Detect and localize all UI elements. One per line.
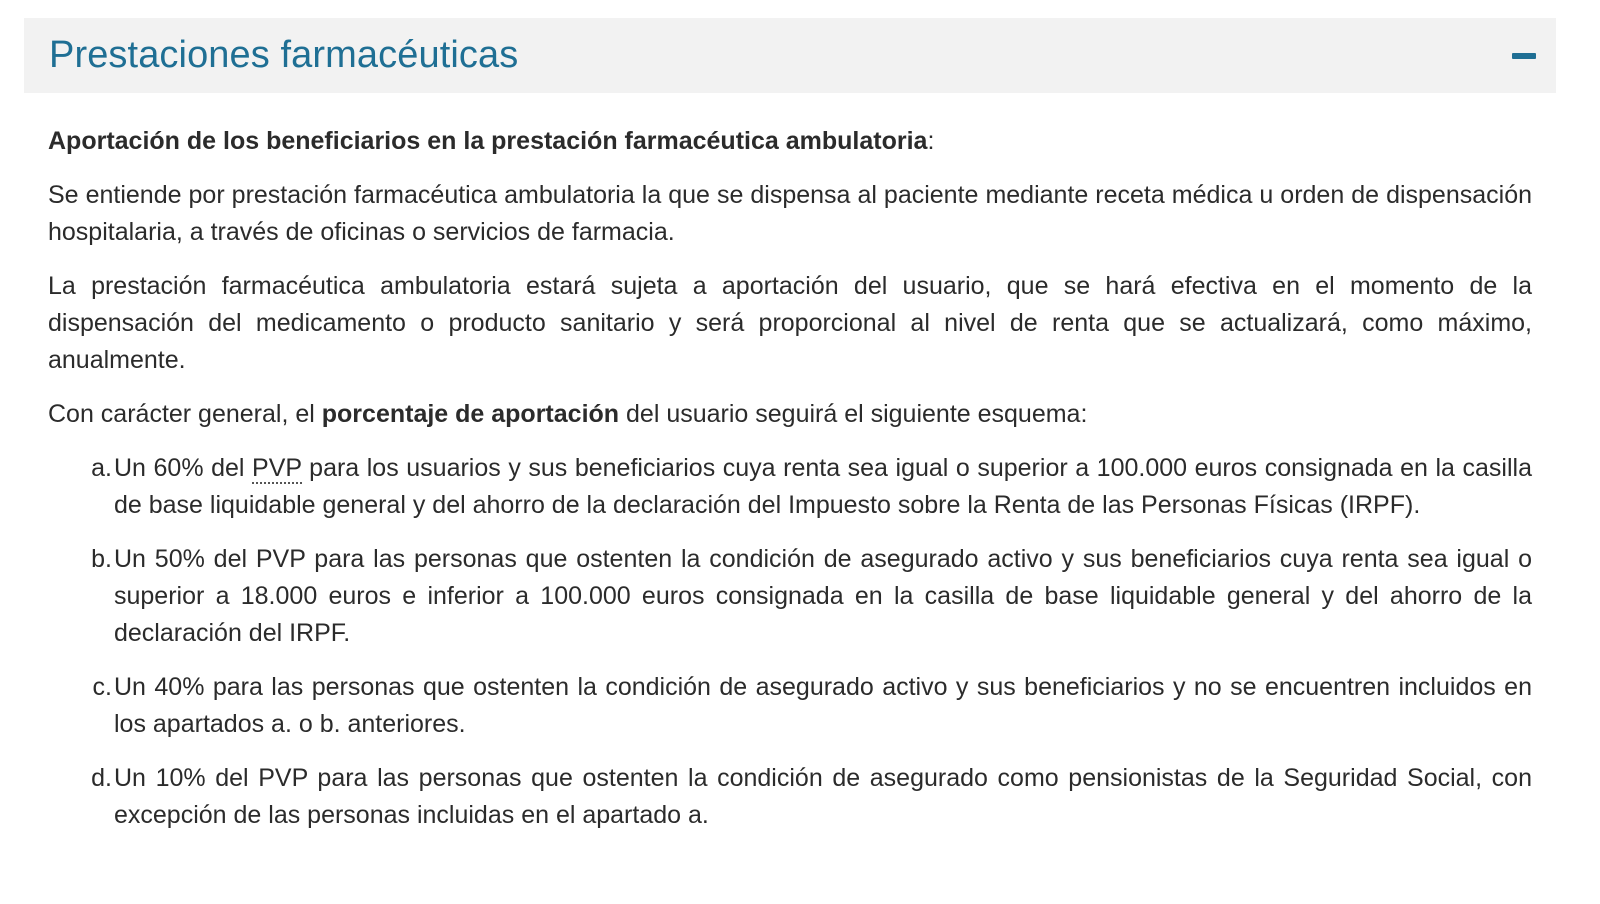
section-title[interactable]: Prestaciones farmacéuticas (49, 34, 519, 76)
subtitle: Aportación de los beneficiarios en la prestación farmacéutica ambulatoria (48, 127, 928, 155)
item-text-before: Un 60% del (114, 454, 253, 482)
list-marker: c. (92, 673, 112, 701)
intro-bold-term: porcentaje de aportación (321, 400, 620, 428)
accordion-content (24, 93, 1556, 834)
list-marker: b. (91, 545, 112, 573)
contribution-list (48, 450, 1532, 834)
accordion-panel (24, 18, 1556, 851)
item-text: Un 10% del PVP para las personas que ostenten la condición de asegurado como pensionistas de la Seguridad Social, con excepción de las personas incluidas en el apartado a. (114, 764, 1532, 829)
list-marker: d. (91, 764, 112, 792)
subtitle-paragraph (48, 123, 1532, 160)
list-marker: a. (91, 454, 112, 482)
item-text: Un 50% del PVP para las personas que ostenten la condición de asegurado activo y sus beneficiarios cuya renta sea igual o superior a 18.000 euros e inferior a 100.000 euros consignada en la casilla de base liquidable general y del ahorro de la declaración del IRPF. (114, 545, 1532, 647)
subtitle-colon: : (927, 127, 935, 155)
item-text: Un 40% para las personas que ostenten la condición de asegurado activo y sus beneficiarios y no se encuentren incluidos en los apartados a. o b. anteriores. (114, 673, 1532, 738)
intro-text-before: Con carácter general, el (48, 400, 322, 428)
paragraph-contribution: La prestación farmacéutica ambulatoria estará sujeta a aportación del usuario, que se hará efectiva en el momento de la dispensación del medicamento o producto sanitario y será proporcional al nivel de renta que se actualizará, como máximo, anualmente. (48, 272, 1532, 374)
pvp-abbreviation[interactable]: PVP (252, 454, 302, 482)
minus-icon[interactable] (1512, 44, 1536, 68)
paragraph-scheme-intro (48, 396, 1532, 433)
accordion-header[interactable] (24, 18, 1556, 93)
intro-text-after: del usuario seguirá el siguiente esquema: (619, 400, 1088, 428)
list-item (91, 760, 1532, 834)
list-item (91, 541, 1532, 652)
list-item (91, 450, 1532, 524)
item-text-after: para los usuarios y sus beneficiarios cuya renta sea igual o superior a 100.000 euros consignada en la casilla de base liquidable general y del ahorro de la declaración del Impuesto sobre la Renta de las Personas Físicas (IRPF). (114, 454, 1532, 519)
list-item (92, 669, 1532, 743)
paragraph-definition: Se entiende por prestación farmacéutica ambulatoria la que se dispensa al paciente mediante receta médica u orden de dispensación hospitalaria, a través de oficinas o servicios de farmacia. (48, 181, 1532, 246)
